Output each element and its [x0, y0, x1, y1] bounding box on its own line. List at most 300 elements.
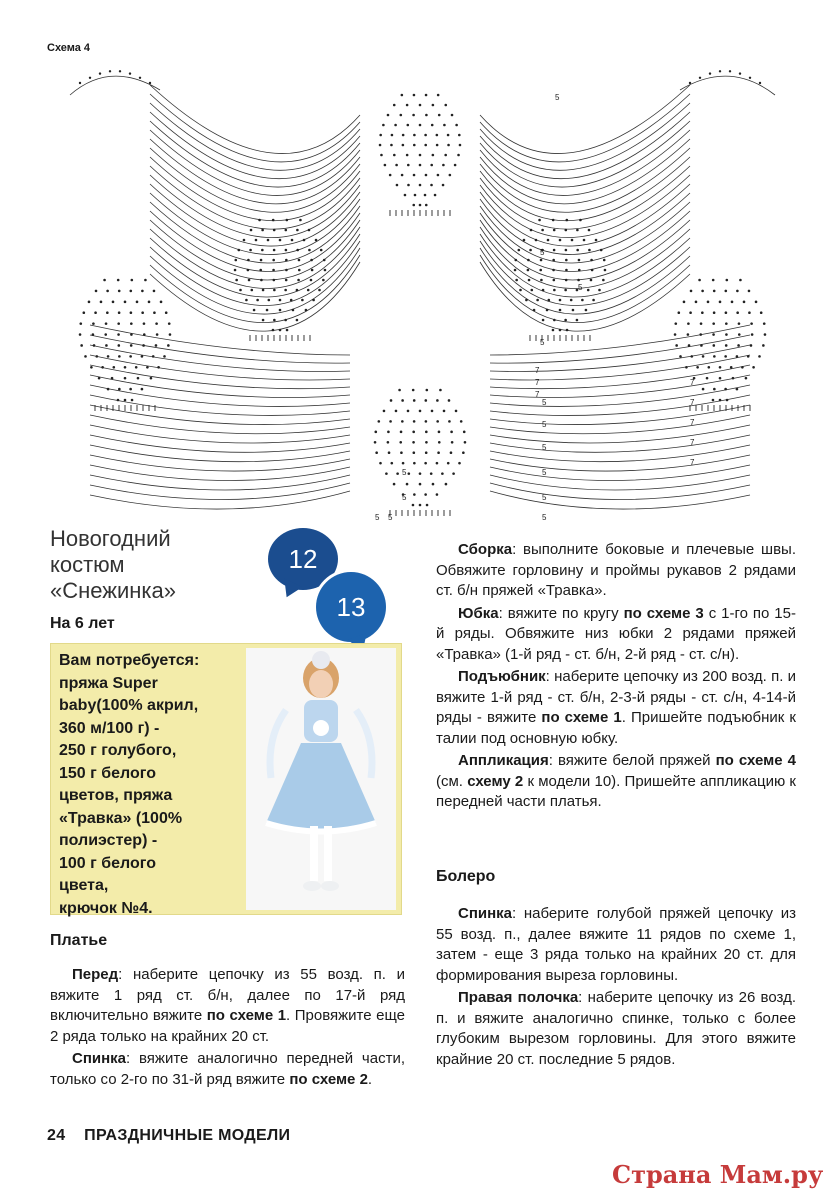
chart-stitch-dot: [118, 355, 121, 358]
chart-stitch-dot: [600, 249, 603, 252]
chart-stitch-dot: [303, 239, 306, 242]
chart-stitch-dot: [320, 249, 323, 252]
chart-stitch-dot: [540, 259, 543, 262]
chart-stitch-dot: [457, 154, 460, 157]
chart-stitch-dot: [235, 279, 238, 282]
chart-stitch-dot: [388, 451, 391, 454]
chart-stitch-dot: [408, 472, 411, 475]
chart-stitch-dot: [401, 94, 404, 97]
chart-stitch-dot: [712, 333, 715, 336]
chart-stitch-dot: [449, 174, 452, 177]
chart-stitch-dot: [413, 451, 416, 454]
chart-stitch-dot: [379, 134, 382, 137]
dress-front-paragraph: Перед: наберите цепочку из 55 возд. п. и вяжите 1 ряд ст. б/н, далее по 17-й ряд включительно вяжите по схеме 1. Провяжите еще 2 ряда только на крайних 20 ст.: [50, 966, 405, 1045]
chart-stitch-line: [490, 325, 750, 355]
chart-stitch-dot: [719, 377, 722, 380]
chart-stitch-dot: [592, 299, 595, 302]
chart-stitch-dot: [564, 229, 567, 232]
chart-stitch-dot: [437, 174, 440, 177]
chart-stitch-dot: [248, 279, 251, 282]
chart-stitch-dot: [156, 333, 159, 336]
chart-stitch-dot: [739, 72, 741, 74]
chart-stitch-dot: [425, 114, 428, 117]
chart-stitch-dot: [412, 204, 415, 207]
chart-stitch-line: [490, 475, 750, 490]
chart-stitch-dot: [286, 219, 289, 222]
model-photo: [246, 648, 396, 910]
chart-stitch-dot: [583, 239, 586, 242]
chart-stitch-line: [150, 255, 360, 323]
chart-stitch-dot: [130, 322, 133, 325]
chart-stitch-dot: [157, 366, 160, 369]
chart-stitch-line: [490, 415, 750, 434]
chart-stitch-dot: [311, 269, 314, 272]
chart-stitch-dot: [425, 174, 428, 177]
chart-stitch-dot: [124, 377, 127, 380]
chart-stitch-dot: [530, 289, 533, 292]
chart-stitch-dot: [553, 289, 556, 292]
chart-stitch-dot: [305, 309, 308, 312]
chart-stitch-dot: [105, 344, 108, 347]
chart-stitch-dot: [564, 319, 567, 322]
chart-stitch-dot: [107, 355, 110, 358]
chart-stitch-dot: [463, 431, 466, 434]
chart-stitch-dot: [576, 249, 579, 252]
chart-stitch-dot: [272, 329, 275, 332]
chart-stitch-dot: [690, 355, 693, 358]
chart-stitch-dot: [124, 301, 127, 304]
chart-stitch-dot: [380, 154, 383, 157]
chart-stitch-dot: [148, 301, 151, 304]
chart-stitch-dot: [296, 249, 299, 252]
chart-stitch-dot: [79, 82, 81, 84]
chart-stitch-dot: [310, 259, 313, 262]
chart-stitch-dot: [393, 483, 396, 486]
chart-stitch-dot: [141, 290, 144, 293]
chart-stitch-dot: [687, 322, 690, 325]
chart-row-number: 7: [690, 438, 695, 447]
chart-stitch-dot: [542, 319, 545, 322]
chart-stitch-dot: [713, 355, 716, 358]
chart-stitch-dot: [379, 144, 382, 147]
chart-stitch-dot: [542, 289, 545, 292]
chart-stitch-dot: [95, 355, 98, 358]
chart-stitch-dot: [425, 94, 428, 97]
chart-stitch-dot: [674, 322, 677, 325]
chart-stitch-dot: [262, 319, 265, 322]
chart-stitch-dot: [395, 164, 398, 167]
chart-stitch-dot: [552, 269, 555, 272]
right-column-text: [436, 540, 796, 813]
chart-stitch-dot: [413, 420, 416, 423]
chart-stitch-dot: [273, 319, 276, 322]
chart-stitch-dot: [731, 301, 734, 304]
chart-stitch-dot: [565, 269, 568, 272]
chart-stitch-dot: [527, 259, 530, 262]
chart-stitch-dot: [750, 344, 753, 347]
chart-stitch-dot: [553, 249, 556, 252]
chart-stitch-dot: [700, 344, 703, 347]
chart-stitch-dot: [538, 219, 541, 222]
chart-stitch-line: [90, 465, 350, 481]
chart-stitch-dot: [167, 344, 170, 347]
chart-stitch-dot: [413, 399, 416, 402]
chart-stitch-dot: [559, 299, 562, 302]
chart-stitch-dot: [514, 259, 517, 262]
chart-stitch-dot: [425, 420, 428, 423]
chart-stitch-dot: [83, 311, 86, 314]
chart-stitch-dot: [247, 259, 250, 262]
chart-stitch-dot: [419, 472, 422, 475]
chart-stitch-dot: [437, 451, 440, 454]
chart-stitch-dot: [724, 388, 727, 391]
chart-row-number: 5: [542, 443, 547, 452]
chart-stitch-dot: [741, 366, 744, 369]
chart-stitch-dot: [378, 420, 381, 423]
requirements-box: [50, 643, 402, 915]
chart-stitch-dot: [267, 239, 270, 242]
chart-stitch-dot: [699, 77, 701, 79]
chart-stitch-dot: [413, 493, 416, 496]
chart-stitch-dot: [259, 269, 262, 272]
chart-stitch-dot: [141, 311, 144, 314]
chart-stitch-dot: [273, 279, 276, 282]
chart-stitch-dot: [425, 431, 428, 434]
chart-stitch-line: [90, 415, 350, 434]
chart-stitch-dot: [690, 290, 693, 293]
chart-stitch-line: [90, 483, 350, 500]
chart-stitch-dot: [451, 441, 454, 444]
chart-stitch-dot: [234, 259, 237, 262]
section-name: ПРАЗДНИЧНЫЕ МОДЕЛИ: [84, 1127, 291, 1144]
chart-stitch-dot: [699, 333, 702, 336]
chart-stitch-dot: [285, 269, 288, 272]
chart-stitch-dot: [719, 70, 721, 72]
chart-stitch-dot: [536, 299, 539, 302]
chart-stitch-dot: [519, 289, 522, 292]
chart-stitch-dot: [272, 259, 275, 262]
chart-stitch-dot: [552, 259, 555, 262]
chart-stitch-dot: [117, 322, 120, 325]
chart-stitch-dot: [268, 299, 271, 302]
chart-stitch-dot: [759, 82, 761, 84]
chart-stitch-line: [480, 103, 690, 170]
chart-stitch-dot: [93, 344, 96, 347]
chart-stitch-line: [150, 157, 360, 221]
chart-stitch-dot: [566, 329, 569, 332]
chart-stitch-dot: [432, 154, 435, 157]
chart-stitch-dot: [748, 311, 751, 314]
chart-stitch-dot: [389, 420, 392, 423]
chart-stitch-dot: [447, 144, 450, 147]
chart-row-number: 7: [535, 390, 540, 399]
chart-stitch-dot: [688, 344, 691, 347]
chart-row-number: 7: [690, 398, 695, 407]
chart-stitch-dot: [447, 134, 450, 137]
dress-back-paragraph: Спинка: вяжите аналогично передней части, только со 2-го по 31-й ряд вяжите по схеме 2.: [50, 1050, 405, 1088]
chart-stitch-line: [480, 130, 690, 195]
chart-stitch-dot: [515, 279, 518, 282]
chart-stitch-line: [680, 76, 775, 95]
chart-stitch-dot: [298, 269, 301, 272]
chart-stitch-dot: [750, 322, 753, 325]
chart-stitch-dot: [577, 279, 580, 282]
chart-stitch-dot: [286, 329, 289, 332]
chart-stitch-dot: [736, 355, 739, 358]
chart-stitch-dot: [391, 134, 394, 137]
chart-stitch-dot: [452, 472, 455, 475]
chart-stitch-dot: [111, 377, 114, 380]
chart-stitch-dot: [455, 410, 458, 413]
chart-stitch-line: [150, 121, 360, 187]
chart-stitch-dot: [590, 259, 593, 262]
chart-stitch-dot: [591, 269, 594, 272]
chart-stitch-dot: [530, 229, 533, 232]
chart-stitch-dot: [413, 94, 416, 97]
chart-stitch-dot: [301, 299, 304, 302]
chart-stitch-dot: [413, 144, 416, 147]
chart-stitch-dot: [129, 388, 132, 391]
chart-stitch-line: [480, 241, 690, 306]
chart-stitch-dot: [674, 333, 677, 336]
chart-stitch-dot: [296, 229, 299, 232]
model-number-badge-13: 13: [316, 572, 386, 642]
chart-stitch-dot: [137, 377, 140, 380]
chart-stitch-dot: [399, 441, 402, 444]
chart-stitch-dot: [84, 355, 87, 358]
chart-stitch-dot: [689, 311, 692, 314]
chart-stitch-dot: [390, 399, 393, 402]
chart-stitch-dot: [419, 204, 422, 207]
chart-stitch-dot: [315, 239, 318, 242]
chart-stitch-dot: [272, 219, 275, 222]
chart-stitch-dot: [273, 249, 276, 252]
chart-stitch-dot: [689, 82, 691, 84]
chart-stitch-line: [490, 355, 750, 380]
chart-stitch-line: [490, 365, 750, 389]
chart-stitch-dot: [261, 249, 264, 252]
chart-stitch-dot: [438, 431, 441, 434]
chart-stitch-dot: [514, 269, 517, 272]
chart-stitch-dot: [737, 344, 740, 347]
chart-stitch-dot: [436, 493, 439, 496]
applique-paragraph: Аппликация: вяжите белой пряжей по схеме 4 (см. схему 2 к модели 10). Пришейте аппликацию к передней части платья.: [436, 752, 796, 810]
chart-stitch-dot: [266, 309, 269, 312]
chart-stitch-line: [480, 112, 690, 179]
bolero-right-front-paragraph: Правая полочка: наберите цепочку из 26 возд. п. и вяжите аналогично спинке, только с более глубоким вырезом горловины. Для этого вяжите крайние 20 ст. последние 5 рядов.: [436, 989, 796, 1068]
chart-stitch-dot: [535, 239, 538, 242]
page-number: 24: [47, 1127, 66, 1144]
chart-stitch-dot: [432, 104, 435, 107]
chart-stitch-dot: [393, 154, 396, 157]
chart-stitch-dot: [247, 269, 250, 272]
chart-stitch-dot: [90, 366, 93, 369]
chart-stitch-dot: [527, 269, 530, 272]
chart-stitch-line: [490, 425, 750, 443]
chart-stitch-dot: [539, 269, 542, 272]
chart-stitch-dot: [430, 472, 433, 475]
chart-stitch-dot: [107, 388, 110, 391]
chart-stitch-dot: [442, 184, 445, 187]
scheme-label: Схема 4: [47, 42, 91, 54]
chart-stitch-line: [150, 112, 360, 179]
chart-stitch-dot: [160, 301, 163, 304]
chart-stitch-dot: [552, 219, 555, 222]
chart-stitch-dot: [249, 249, 252, 252]
chart-stitch-dot: [413, 462, 416, 465]
chart-stitch-line: [90, 365, 350, 389]
chart-stitch-line: [480, 220, 690, 280]
chart-stitch-dot: [238, 249, 241, 252]
chart-stitch-dot: [130, 311, 133, 314]
chart-stitch-line: [490, 483, 750, 500]
chart-stitch-dot: [548, 299, 551, 302]
chart-stitch-dot: [394, 124, 397, 127]
chart-stitch-line: [90, 345, 350, 371]
chart-stitch-dot: [571, 239, 574, 242]
chart-stitch-dot: [442, 164, 445, 167]
chart-stitch-line: [150, 85, 360, 154]
chart-stitch-dot: [743, 301, 746, 304]
chart-stitch-dot: [239, 289, 242, 292]
chart-stitch-dot: [713, 290, 716, 293]
chart-stitch-dot: [696, 366, 699, 369]
chart-stitch-dot: [402, 134, 405, 137]
chart-stitch-dot: [389, 174, 392, 177]
chart-stitch-dot: [685, 366, 688, 369]
chart-stitch-dot: [424, 462, 427, 465]
chart-stitch-dot: [135, 366, 138, 369]
chart-stitch-dot: [730, 366, 733, 369]
chart-row-number: 7: [690, 418, 695, 427]
age-subtitle: На 6 лет: [50, 615, 115, 632]
chart-stitch-dot: [131, 279, 134, 282]
chart-stitch-dot: [752, 366, 755, 369]
chart-stitch-dot: [407, 410, 410, 413]
chart-stitch-dot: [279, 329, 282, 332]
chart-stitch-dot: [406, 154, 409, 157]
chart-stitch-dot: [299, 219, 302, 222]
chart-stitch-dot: [384, 164, 387, 167]
chart-stitch-dot: [585, 309, 588, 312]
chart-stitch-dot: [458, 462, 461, 465]
chart-stitch-dot: [725, 344, 728, 347]
chart-stitch-dot: [729, 70, 731, 72]
chart-stitch-dot: [604, 269, 607, 272]
chart-stitch-dot: [118, 290, 121, 293]
watermark: Страна Мам.ру: [612, 1160, 824, 1189]
chart-stitch-dot: [436, 420, 439, 423]
chart-stitch-dot: [713, 311, 716, 314]
chart-stitch-dot: [109, 70, 111, 72]
chart-stitch-dot: [426, 389, 429, 392]
chart-stitch-dot: [431, 410, 434, 413]
chart-stitch-dot: [142, 344, 145, 347]
chart-stitch-dot: [407, 184, 410, 187]
chart-stitch-dot: [749, 77, 751, 79]
chart-stitch-dot: [129, 72, 131, 74]
chart-stitch-line: [490, 435, 750, 452]
chart-stitch-dot: [284, 229, 287, 232]
chart-stitch-dot: [700, 322, 703, 325]
chart-stitch-dot: [695, 301, 698, 304]
chart-stitch-dot: [450, 431, 453, 434]
chart-stitch-line: [90, 445, 350, 462]
chart-stitch-dot: [387, 441, 390, 444]
chart-stitch-dot: [687, 333, 690, 336]
chart-stitch-dot: [533, 309, 536, 312]
chart-stitch-dot: [130, 344, 133, 347]
chart-stitch-dot: [88, 301, 91, 304]
chart-stitch-dot: [724, 355, 727, 358]
chart-stitch-dot: [460, 420, 463, 423]
chart-stitch-dot: [424, 493, 427, 496]
chart-stitch-dot: [701, 311, 704, 314]
chart-stitch-dot: [118, 388, 121, 391]
chart-stitch-dot: [576, 319, 579, 322]
chart-stitch-dot: [702, 388, 705, 391]
chart-stitch-dot: [565, 249, 568, 252]
chart-stitch-dot: [117, 333, 120, 336]
chart-row-number: 5: [540, 338, 545, 347]
chart-stitch-dot: [89, 77, 91, 79]
chart-stitch-dot: [395, 410, 398, 413]
chart-stitch-dot: [400, 431, 403, 434]
chart-stitch-line: [480, 248, 690, 314]
chart-stitch-dot: [290, 299, 293, 302]
chart-stitch-dot: [129, 355, 132, 358]
chart-stitch-dot: [143, 322, 146, 325]
chart-stitch-dot: [273, 289, 276, 292]
chart-stitch-dot: [402, 462, 405, 465]
chart-stitch-line: [480, 94, 690, 162]
chart-stitch-dot: [310, 279, 313, 282]
chart-stitch-dot: [124, 366, 127, 369]
chart-stitch-dot: [603, 259, 606, 262]
chart-row-number: 5: [375, 513, 380, 522]
chart-stitch-dot: [124, 399, 127, 402]
chart-stitch-dot: [106, 290, 109, 293]
chart-stitch-dot: [385, 472, 388, 475]
chart-stitch-dot: [406, 124, 409, 127]
chart-stitch-dot: [426, 504, 429, 507]
chart-stitch-dot: [95, 290, 98, 293]
chart-stitch-dot: [406, 104, 409, 107]
chart-stitch-dot: [751, 333, 754, 336]
chart-stitch-dot: [153, 290, 156, 293]
chart-stitch-dot: [149, 82, 151, 84]
chart-stitch-dot: [284, 319, 287, 322]
chart-stitch-dot: [146, 366, 149, 369]
chart-stitch-line: [150, 202, 360, 263]
chart-stitch-dot: [745, 377, 748, 380]
chart-stitch-dot: [279, 309, 282, 312]
chart-stitch-line: [90, 325, 350, 355]
chart-stitch-dot: [747, 355, 750, 358]
chart-stitch-dot: [464, 441, 467, 444]
chart-stitch-line: [90, 435, 350, 452]
chart-stitch-dot: [92, 333, 95, 336]
chart-stitch-dot: [726, 279, 729, 282]
chart-stitch-dot: [322, 279, 325, 282]
chart-stitch-dot: [572, 309, 575, 312]
chart-stitch-dot: [141, 388, 144, 391]
chart-stitch-dot: [399, 114, 402, 117]
chart-row-number: 5: [402, 493, 407, 502]
chart-stitch-dot: [118, 311, 121, 314]
chart-stitch-dot: [404, 194, 407, 197]
chart-stitch-dot: [570, 299, 573, 302]
